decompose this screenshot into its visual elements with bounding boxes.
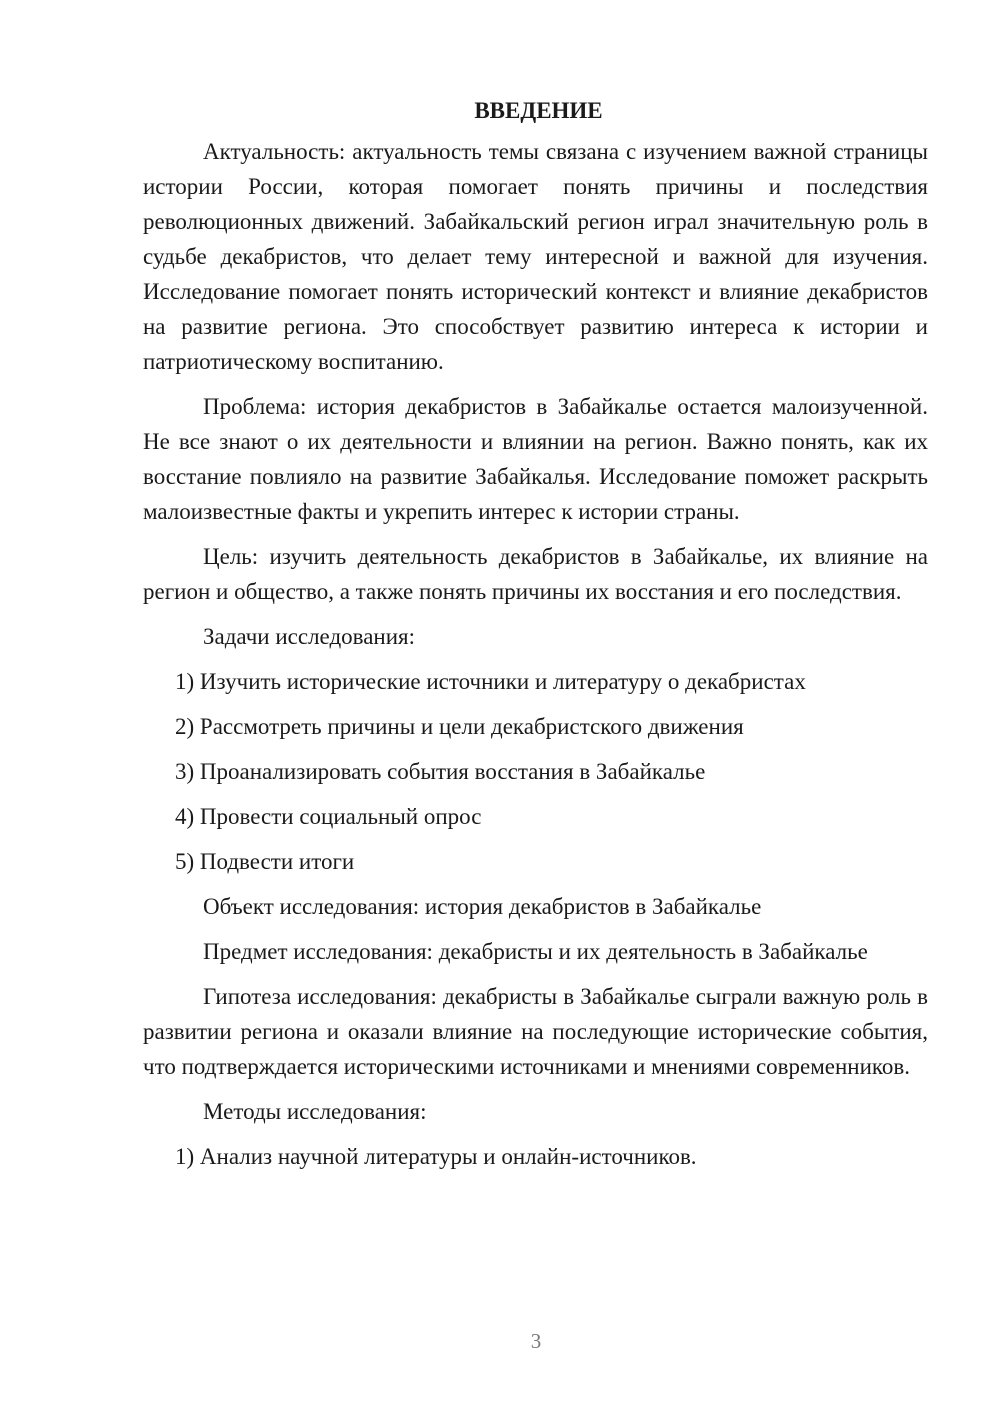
goal-paragraph: Цель: изучить деятельность декабристов в Забайкалье, их влияние на регион и общество, а также понять причины их восстания и его последствия. xyxy=(143,544,928,604)
task-item: 3) Проанализировать события восстания в Забайкалье xyxy=(175,759,706,784)
tasks-heading: Задачи исследования: xyxy=(203,624,416,649)
page-number: 3 xyxy=(530,1329,542,1353)
task-item: 2) Рассмотреть причины и цели декабристского движения xyxy=(175,714,744,739)
task-item: 4) Провести социальный опрос xyxy=(175,804,482,829)
method-item: 1) Анализ научной литературы и онлайн-источников. xyxy=(175,1144,697,1169)
object-paragraph: Объект исследования: история декабристов в Забайкалье xyxy=(203,894,762,919)
subject-paragraph: Предмет исследования: декабристы и их деятельность в Забайкалье xyxy=(203,939,868,964)
hypothesis-paragraph: Гипотеза исследования: декабристы в Забайкалье сыграли важную роль в развитии региона и оказали влияние на последующие исторические события, что подтверждается историческими источниками и мнениями современников. xyxy=(143,984,928,1079)
problem-paragraph: Проблема: история декабристов в Забайкалье остается малоизученной. Не все знают о их деятельности и влиянии на регион. Важно понять, как их восстание повлияло на развитие Забайкалья. Исследование поможет раскрыть малоизвестные факты и укрепить интерес к истории страны. xyxy=(143,394,928,524)
relevance-paragraph: Актуальность: актуальность темы связана с изучением важной страницы истории России, которая помогает понять причины и последствия революционных движений. Забайкальский регион играл значительную роль в судьбе декабристов, что делает тему интересной и важной для изучения. Исследование помогает понять исторический контекст и влияние декабристов на развитие региона. Это способствует развитию интереса к истории и патриотическому воспитанию. xyxy=(143,139,928,374)
task-item: 5) Подвести итоги xyxy=(175,849,355,874)
section-title: ВВЕДЕНИЕ xyxy=(474,98,603,123)
methods-heading: Методы исследования: xyxy=(203,1099,427,1124)
page-content xyxy=(143,93,928,1184)
task-item: 1) Изучить исторические источники и литературу о декабристах xyxy=(175,669,806,694)
